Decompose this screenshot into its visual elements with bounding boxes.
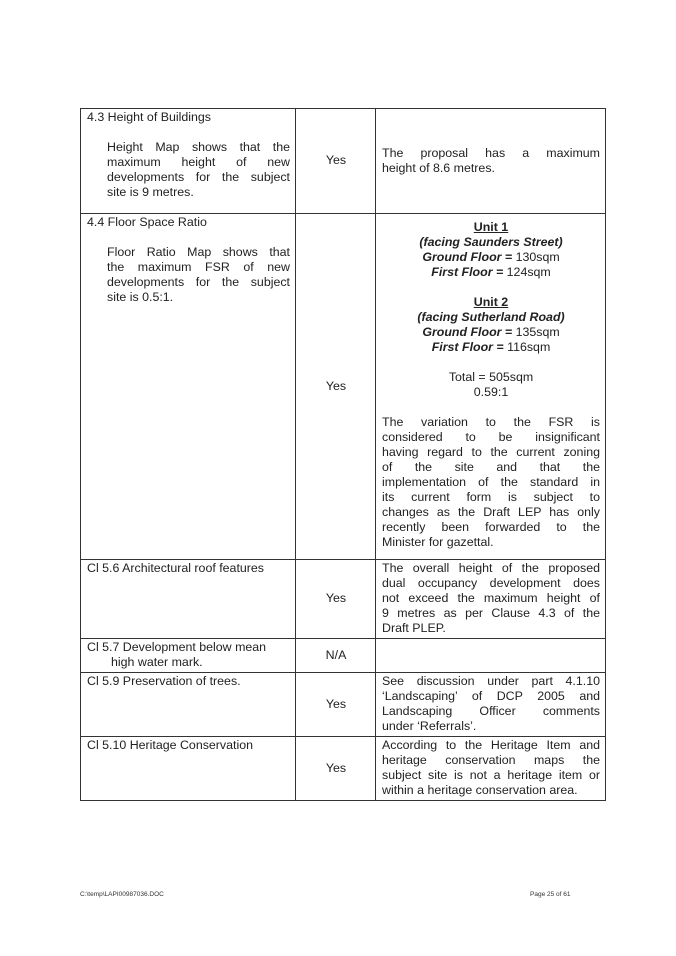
control-detail [87,140,290,200]
comment-line: Landscaping Officer comments [382,704,600,718]
comment-line: not exceed the maximum height of [382,591,600,605]
detail-line: developments for the subject [107,275,290,289]
comment-line: implementation of the standard in [382,475,600,489]
unit-facing: (facing Sutherland Road) [417,310,565,324]
table-row [81,673,606,737]
comment-line: considered to be insignificant [382,430,600,444]
comment-line: under ‘Referrals’. [382,719,477,733]
comment-line: ‘Landscaping’ of DCP 2005 and [382,689,600,703]
comment-text [382,738,600,798]
comment-text [382,674,600,734]
control-cell [81,737,296,801]
comment-line: The proposal has a maximum [382,145,600,160]
control-detail [87,245,290,305]
comment-cell [376,560,606,639]
comment-cell [376,109,606,214]
unit-ground-floor [382,250,600,265]
control-title: 4.3 Height of Buildings [87,110,211,124]
comment-line: within a heritage conservation area. [382,783,578,797]
control-cell [81,109,296,214]
comment-line: changes as the Draft LEP has only [382,505,600,519]
compliance-cell: Yes [296,214,376,560]
floor-value: 135sqm [515,325,560,339]
comment-text [382,415,600,550]
control-cell [81,560,296,639]
table-row [81,639,606,673]
comment-line: having regard to the current zoning [382,445,600,459]
table-row [81,737,606,801]
floor-value: 130sqm [515,250,560,264]
comment-line: of the site and that the [382,460,600,474]
comment-line: Draft PLEP. [382,621,446,635]
unit-heading: Unit 1 [473,220,509,234]
unit-facing: (facing Saunders Street) [419,235,563,249]
compliance-cell: Yes [296,560,376,639]
floor-value: 124sqm [506,265,551,279]
detail-line: site is 0.5:1. [107,290,174,304]
unit-first-floor [382,265,600,280]
comment-cell [376,737,606,801]
fsr-ratio: 0.59:1 [473,385,509,399]
floor-label: First Floor = [431,340,504,354]
control-cell [81,673,296,737]
floor-label: First Floor = [431,265,504,279]
comment-line: The variation to the FSR is [382,415,600,429]
detail-line: developments for the subject [107,170,290,184]
unit-ground-floor [382,325,600,340]
detail-line: site is 9 metres. [107,185,194,199]
footer-file-path: C:\temp\LAPI00987036.DOC [80,891,164,898]
compliance-table [80,108,606,801]
floor-label: Ground Floor = [422,325,513,339]
comment-line: The overall height of the proposed [382,561,600,575]
comment-cell [376,639,606,673]
detail-line: Floor Ratio Map shows that [107,245,290,259]
control-title: Cl 5.6 Architectural roof features [87,561,264,575]
detail-line: the maximum FSR of new [107,260,290,274]
control-title: Cl 5.7 Development below mean [87,640,267,654]
comment-line: height of 8.6 metres. [382,160,495,175]
table-row [81,560,606,639]
control-title-continued: high water mark. [111,655,203,669]
table-row [81,214,606,560]
compliance-cell: Yes [296,109,376,214]
comment-cell [376,214,606,560]
comment-cell [376,673,606,737]
comment-line: its current form is subject to [382,490,600,504]
total-area: Total = 505sqm [448,370,534,384]
table-row [81,109,606,214]
detail-line: maximum height of new [107,155,290,169]
comment-line: heritage conservation maps the [382,753,600,767]
unit-heading: Unit 2 [473,295,509,309]
footer-page-number: Page 25 of 61 [530,891,571,898]
control-title: 4.4 Floor Space Ratio [87,215,207,229]
compliance-cell: N/A [296,639,376,673]
comment-line: Minister for gazettal. [382,535,494,549]
comment-line: According to the Heritage Item and [382,738,600,752]
comment-line: See discussion under part 4.1.10 [382,674,600,688]
compliance-cell: Yes [296,737,376,801]
control-cell [81,214,296,560]
comment-text [382,561,600,636]
control-title: Cl 5.10 Heritage Conservation [87,738,253,752]
comment-line: recently been forwarded to the [382,520,600,534]
floor-label: Ground Floor = [422,250,513,264]
comment-line: dual occupancy development does [382,576,600,590]
comment-text [382,146,600,176]
comment-line: subject site is not a heritage item or [382,768,600,782]
detail-line: Height Map shows that the [107,140,290,154]
comment-line: 9 metres as per Clause 4.3 of the [382,606,600,620]
control-cell [81,639,296,673]
floor-value: 116sqm [507,340,551,354]
control-title: Cl 5.9 Preservation of trees. [87,674,241,688]
unit-first-floor [382,340,600,355]
compliance-cell: Yes [296,673,376,737]
